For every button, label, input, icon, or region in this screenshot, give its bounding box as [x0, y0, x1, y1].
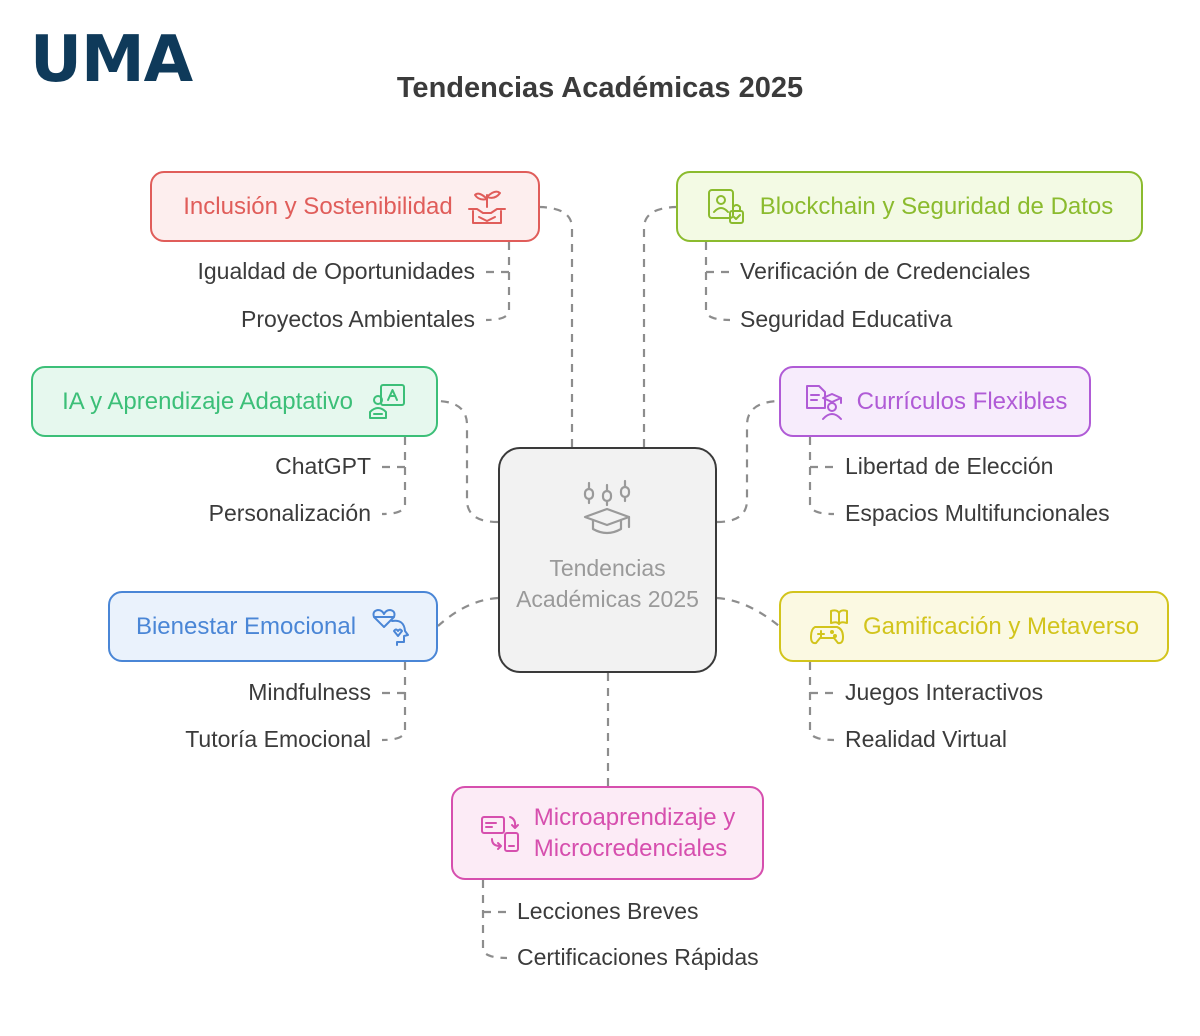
ai-tutor-icon	[367, 382, 407, 422]
gamepad-book-icon	[809, 607, 849, 647]
connector-blockchain	[644, 207, 676, 447]
page-title: Tendencias Académicas 2025	[396, 72, 804, 104]
connector-inclusion	[540, 207, 572, 447]
connector-ia	[438, 401, 498, 522]
center-node	[498, 447, 717, 673]
profile-lock-icon	[706, 187, 746, 227]
branch-inclusion[interactable]	[150, 171, 540, 242]
branch-blockchain[interactable]	[676, 171, 1143, 242]
leaf-juegos-interactivos: Juegos Interactivos	[845, 679, 1044, 705]
center-label: Tendencias Académicas 2025	[516, 555, 699, 612]
leaf-personalizacion: Personalización	[208, 500, 371, 526]
branch-gamificacion[interactable]	[779, 591, 1169, 662]
leaf-igualdad: Igualdad de Oportunidades	[197, 258, 475, 284]
branch-blockchain-label: Blockchain y Seguridad de Datos	[759, 192, 1114, 220]
connector-gamificacion	[717, 598, 779, 626]
leaf-tutoria-emocional: Tutoría Emocional	[185, 726, 371, 752]
leaf-realidad-virtual: Realidad Virtual	[845, 726, 1007, 752]
document-graduate-icon	[803, 382, 843, 422]
connector-curriculos	[717, 401, 779, 522]
leaf-seguridad-educativa: Seguridad Educativa	[740, 306, 953, 332]
branch-micro[interactable]	[451, 786, 764, 880]
branch-inclusion-label: Inclusión y Sostenibilidad	[183, 192, 453, 220]
graduation-cap-icon	[579, 479, 639, 539]
branch-ia[interactable]	[31, 366, 438, 437]
branch-bienestar-label: Bienestar Emocional	[135, 612, 357, 640]
heart-head-icon	[370, 607, 410, 647]
branch-curriculos[interactable]	[779, 366, 1091, 437]
leaf-certificaciones-rapidas: Certificaciones Rápidas	[517, 944, 759, 970]
leaf-libertad-eleccion: Libertad de Elección	[845, 453, 1054, 479]
leaf-verificacion-credenciales: Verificación de Credenciales	[740, 258, 1031, 284]
branch-bienestar[interactable]	[108, 591, 438, 662]
branch-micro-label-line1: Microaprendizaje y	[533, 804, 736, 831]
branch-gamificacion-label: Gamificación y Metaverso	[862, 612, 1140, 640]
connector-bienestar	[438, 598, 498, 626]
leaf-chatgpt: ChatGPT	[275, 453, 371, 479]
leaf-proyectos-ambientales: Proyectos Ambientales	[241, 306, 475, 332]
branch-curriculos-label: Currículos Flexibles	[856, 387, 1068, 415]
uma-logo: UMA	[30, 23, 193, 97]
leaf-lecciones-breves: Lecciones Breves	[517, 898, 699, 924]
plant-handshake-icon	[467, 187, 507, 227]
leaf-mindfulness: Mindfulness	[248, 679, 371, 705]
leaf-espacios-multifuncionales: Espacios Multifuncionales	[845, 500, 1110, 526]
screen-exchange-icon	[480, 813, 520, 853]
branch-ia-label: IA y Aprendizaje Adaptativo	[62, 387, 353, 415]
branch-micro-label-line2: Microcredenciales	[533, 835, 728, 862]
